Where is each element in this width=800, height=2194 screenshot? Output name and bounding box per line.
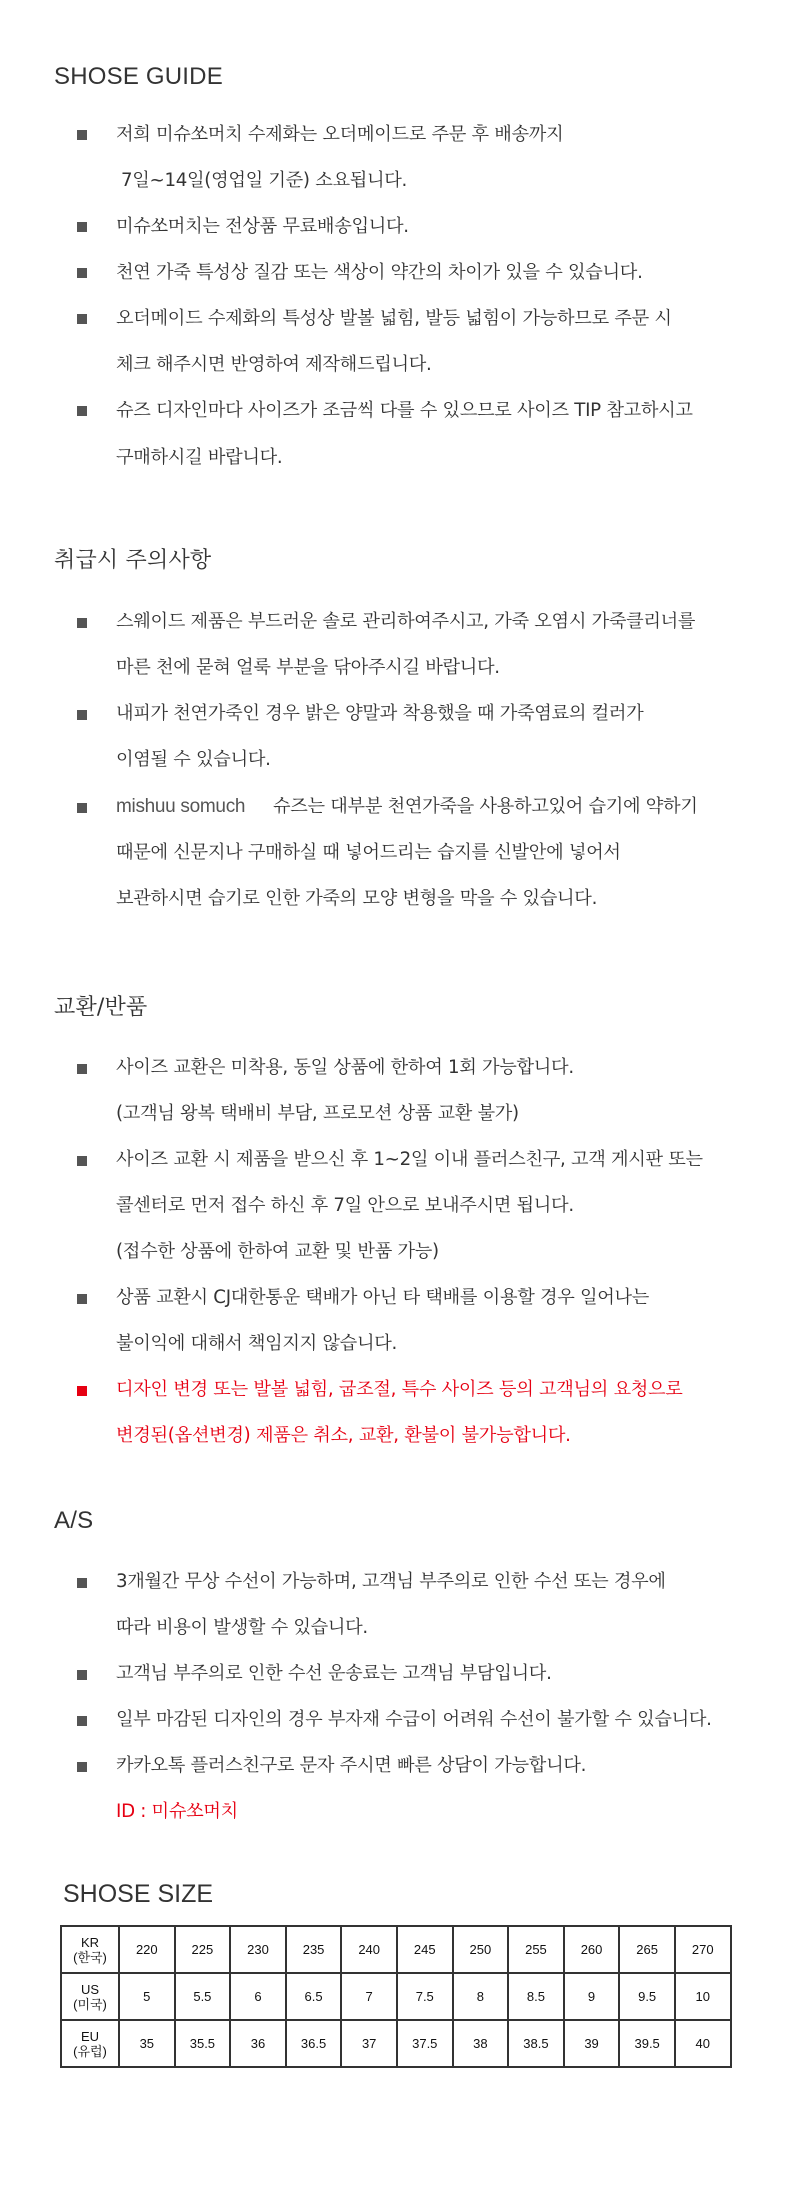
care-line: 이염될 수 있습니다. [116, 749, 271, 770]
bullet-icon [77, 1294, 87, 1304]
bullet-icon [77, 406, 87, 416]
size-row-header [61, 1973, 119, 2020]
size-cell: 36 [230, 2020, 286, 2067]
size-cell: 260 [564, 1926, 620, 1973]
bullet-icon [77, 1762, 87, 1772]
bullet-icon [77, 1156, 87, 1166]
size-cell: 38 [453, 2020, 509, 2067]
guide-line: 천연 가죽 특성상 질감 또는 색상이 약간의 차이가 있을 수 있습니다. [116, 262, 643, 283]
size-row [61, 2020, 731, 2067]
care-line: 마른 천에 묻혀 얼룩 부분을 닦아주시길 바랍니다. [116, 657, 500, 678]
bullet-icon [77, 1670, 87, 1680]
size-cell: 270 [675, 1926, 731, 1973]
as-line: 카카오톡 플러스친구로 문자 주시면 빠른 상담이 가능합니다. [116, 1755, 587, 1776]
as-line: 3개월간 무상 수선이 가능하며, 고객님 부주의로 인한 수선 또는 경우에 [116, 1571, 666, 1592]
size-cell: 5.5 [175, 1973, 231, 2020]
care-brand: mishuu somuch [116, 796, 246, 817]
size-cell: 235 [286, 1926, 342, 1973]
size-cell: 6 [230, 1973, 286, 2020]
size-region-sub: (미국) [73, 1996, 107, 2012]
size-cell: 35.5 [175, 2020, 231, 2067]
exchange-warning: 디자인 변경 또는 발볼 넓힘, 굽조절, 특수 사이즈 등의 고객님의 요청으로 [116, 1379, 683, 1400]
as-line: 따라 비용이 발생할 수 있습니다. [116, 1617, 368, 1638]
size-cell: 35 [119, 2020, 175, 2067]
size-region-label: US [80, 1981, 100, 1997]
as-title: A/S [54, 1507, 94, 1534]
as-line: 일부 마감된 디자인의 경우 부자재 수급이 어려워 수선이 불가할 수 있습니다. [116, 1709, 712, 1730]
size-region-sub: (한국) [73, 1949, 107, 1965]
exchange-line: 콜센터로 먼저 접수 하신 후 7일 안으로 보내주시면 됩니다. [116, 1195, 574, 1216]
guide-line: 구매하시길 바랍니다. [116, 447, 283, 468]
care-line: 때문에 신문지나 구매하실 때 넣어드리는 습지를 신발안에 넣어서 [116, 842, 621, 863]
bullet-icon [77, 222, 87, 232]
size-cell: 9 [564, 1973, 620, 2020]
guide-line: 7일~14일(영업일 기준) 소요됩니다. [121, 170, 408, 191]
size-cell: 37.5 [397, 2020, 453, 2067]
guide-line: 오더메이드 수제화의 특성상 발볼 넓힘, 발등 넓힘이 가능하므로 주문 시 [116, 308, 672, 329]
size-cell: 255 [508, 1926, 564, 1973]
guide-line: 체크 해주시면 반영하여 제작해드립니다. [116, 354, 432, 375]
size-cell: 230 [230, 1926, 286, 1973]
care-line: 보관하시면 습기로 인한 가죽의 모양 변형을 막을 수 있습니다. [116, 888, 598, 909]
size-cell: 265 [619, 1926, 675, 1973]
exchange-line: 상품 교환시 CJ대한통운 택배가 아닌 타 택배를 이용할 경우 일어나는 [116, 1287, 650, 1308]
exchange-line: 불이익에 대해서 책임지지 않습니다. [116, 1333, 397, 1354]
size-cell: 37 [341, 2020, 397, 2067]
size-cell: 36.5 [286, 2020, 342, 2067]
size-table [60, 1925, 732, 2068]
care-title: 취급시 주의사항 [54, 548, 212, 573]
bullet-icon [77, 314, 87, 324]
size-cell: 220 [119, 1926, 175, 1973]
size-cell: 245 [397, 1926, 453, 1973]
size-region-label: KR [80, 1934, 100, 1950]
bullet-icon [77, 710, 87, 720]
size-cell: 5 [119, 1973, 175, 2020]
size-cell: 225 [175, 1926, 231, 1973]
exchange-line: 사이즈 교환 시 제품을 받으신 후 1~2일 이내 플러스친구, 고객 게시판 또는 [116, 1149, 703, 1170]
size-title: SHOSE SIZE [63, 1880, 214, 1908]
care-line: 내피가 천연가죽인 경우 밝은 양말과 착용했을 때 가죽염료의 컬러가 [116, 703, 644, 724]
size-row [61, 1926, 731, 1973]
size-row [61, 1973, 731, 2020]
guide-line: 저희 미슈쏘머치 수제화는 오더메이드로 주문 후 배송까지 [116, 124, 564, 145]
bullet-icon [77, 1578, 87, 1588]
as-line: 고객님 부주의로 인한 수선 운송료는 고객님 부담입니다. [116, 1663, 552, 1684]
bullet-icon [77, 268, 87, 278]
size-row-header [61, 1926, 119, 1973]
bullet-icon [77, 130, 87, 140]
exchange-line: 사이즈 교환은 미착용, 동일 상품에 한하여 1회 가능합니다. [116, 1057, 574, 1078]
care-line: 슈즈는 대부분 천연가죽을 사용하고있어 습기에 약하기 [273, 796, 698, 817]
guide-title: SHOSE GUIDE [54, 63, 223, 90]
size-region-label: EU [80, 2028, 100, 2044]
bullet-icon [77, 1064, 87, 1074]
size-row-header [61, 2020, 119, 2067]
size-cell: 6.5 [286, 1973, 342, 2020]
kakao-id: ID : 미슈쏘머치 [116, 1801, 238, 1822]
bullet-icon [77, 803, 87, 813]
size-region-sub: (유럽) [73, 2043, 107, 2059]
size-cell: 38.5 [508, 2020, 564, 2067]
bullet-icon [77, 1716, 87, 1726]
exchange-warning: 변경된(옵션변경) 제품은 취소, 교환, 환불이 불가능합니다. [116, 1425, 571, 1446]
size-cell: 250 [453, 1926, 509, 1973]
guide-line: 미슈쏘머치는 전상품 무료배송입니다. [116, 216, 409, 237]
size-cell: 39.5 [619, 2020, 675, 2067]
size-cell: 10 [675, 1973, 731, 2020]
size-cell: 8.5 [508, 1973, 564, 2020]
exchange-line: (고객님 왕복 택배비 부담, 프로모션 상품 교환 불가) [116, 1103, 519, 1124]
exchange-line: (접수한 상품에 한하여 교환 및 반품 가능) [116, 1241, 439, 1262]
size-cell: 9.5 [619, 1973, 675, 2020]
guide-line: 슈즈 디자인마다 사이즈가 조금씩 다를 수 있으므로 사이즈 TIP 참고하시고 [116, 400, 693, 421]
size-cell: 39 [564, 2020, 620, 2067]
size-cell: 7.5 [397, 1973, 453, 2020]
care-line: 스웨이드 제품은 부드러운 솔로 관리하여주시고, 가죽 오염시 가죽클리너를 [116, 611, 696, 632]
size-cell: 7 [341, 1973, 397, 2020]
exchange-title: 교환/반품 [54, 995, 148, 1020]
size-cell: 240 [341, 1926, 397, 1973]
size-cell: 40 [675, 2020, 731, 2067]
size-cell: 8 [453, 1973, 509, 2020]
bullet-icon [77, 618, 87, 628]
bullet-icon [77, 1386, 87, 1396]
